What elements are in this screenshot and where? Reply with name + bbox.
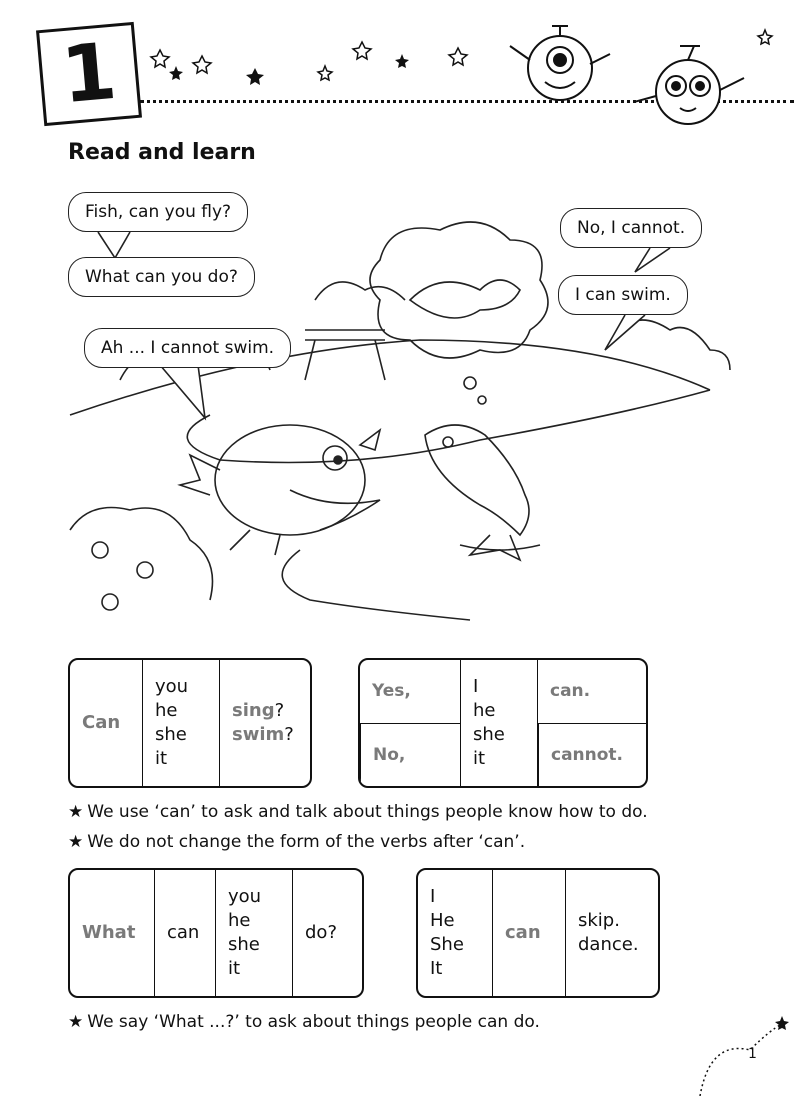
table-col (360, 660, 460, 786)
cell-text: do? (305, 922, 337, 943)
table-cell (460, 660, 537, 786)
cell-text: can (167, 922, 200, 943)
table-cell (492, 870, 565, 996)
cell-text: I (430, 886, 436, 907)
cell-text: Yes, (372, 681, 411, 702)
table-cell (292, 870, 362, 996)
table-cell (219, 660, 310, 786)
flying-fish-drawing (410, 280, 520, 318)
grammar-rule-2 (68, 832, 525, 852)
grammar-table-can-question (68, 658, 312, 788)
bird-drawing (180, 425, 380, 555)
cell-text: you (155, 676, 189, 697)
cell-text (232, 723, 310, 747)
table-cell (154, 870, 215, 996)
speech-text: Ah ... I cannot swim. (101, 338, 275, 358)
cell-text: he (155, 700, 178, 721)
cell-text: can. (550, 681, 591, 702)
monster-1-icon (510, 26, 610, 100)
cell-text: he (228, 910, 251, 931)
cell-text: can (505, 922, 541, 943)
grammar-rule-3 (68, 1012, 540, 1032)
star-icon: ★ (68, 802, 84, 822)
thought-bubble-dot (478, 396, 486, 404)
bubble-tail (160, 365, 205, 418)
cell-text: it (473, 748, 486, 769)
grammar-table-what-question (68, 868, 364, 998)
cell-text: Can (82, 712, 121, 733)
cell-text: She (430, 934, 464, 955)
page-corner-decoration (690, 1010, 794, 1096)
table-cell (538, 660, 646, 723)
cell-text: No, (373, 744, 406, 765)
cell-text (232, 699, 310, 723)
rule-text: We say ‘What ...?’ to ask about things people can do. (87, 1012, 540, 1032)
star-icon: ★ (68, 832, 84, 852)
flower-icon (137, 562, 153, 578)
star-icon (246, 68, 264, 85)
cell-text: cannot. (551, 744, 624, 765)
cell-text: she (473, 724, 505, 745)
speech-text: I can swim. (575, 285, 671, 305)
cell-text: I (473, 676, 479, 697)
cell-text: What (82, 922, 136, 943)
speech-bubble-fish-1 (560, 208, 702, 248)
speech-text: What can you do? (85, 267, 238, 287)
page-number: 1 (748, 1046, 757, 1062)
bush-front (70, 508, 213, 601)
cell-text: he (473, 700, 496, 721)
star-icon (353, 42, 371, 59)
bush-back (315, 282, 405, 300)
cell-text: dance. (578, 934, 639, 955)
bubble-tail (635, 248, 670, 272)
cell-text: skip. (578, 910, 620, 931)
cell-text: It (430, 958, 443, 979)
table-cell (142, 660, 219, 786)
speech-bubble-bird-2 (68, 257, 255, 297)
unit-number: 1 (58, 26, 120, 122)
star-icon (169, 66, 183, 80)
bubble-tail (98, 232, 130, 258)
header-decoration (140, 20, 794, 130)
speech-bubble-bird-3 (84, 328, 291, 368)
star-icon (318, 66, 332, 80)
speech-text: No, I cannot. (577, 218, 686, 238)
section-title: Read and learn (68, 140, 256, 165)
flower-icon (102, 594, 118, 610)
cell-text: it (228, 958, 241, 979)
park-illustration (60, 190, 740, 630)
unit-number-box (36, 22, 142, 126)
table-cell (565, 870, 658, 996)
cell-text: she (228, 934, 260, 955)
star-icon (151, 50, 169, 67)
thought-cloud (370, 222, 548, 358)
cell-text: she (155, 724, 187, 745)
star-icon (449, 48, 467, 65)
cell-text: you (228, 886, 262, 907)
monster-2-icon (634, 46, 744, 124)
star-icon (395, 54, 409, 68)
speech-bubble-fish-2 (558, 275, 688, 315)
qmark-text: ? (274, 700, 285, 721)
thought-bubble-dot (464, 377, 476, 389)
star-icon (193, 56, 211, 73)
cell-text: He (430, 910, 455, 931)
speech-bubble-bird-1 (68, 192, 248, 232)
cell-text: it (155, 748, 168, 769)
table-cell (360, 723, 460, 787)
rule-text: We do not change the form of the verbs after ‘can’. (87, 832, 526, 852)
speech-text: Fish, can you fly? (85, 202, 232, 222)
flower-icon (92, 542, 108, 558)
grammar-table-short-answers (358, 658, 648, 788)
table-cell (538, 723, 646, 787)
star-icon (775, 1016, 789, 1030)
bubble-tail (605, 315, 645, 350)
qmark-text: ? (284, 724, 294, 745)
rule-text: We use ‘can’ to ask and talk about things people know how to do. (87, 802, 648, 822)
grammar-rule-1 (68, 802, 648, 822)
table-cell (70, 660, 142, 786)
verb-text: swim (232, 724, 285, 745)
jumping-fish-drawing (425, 425, 540, 560)
verb-text: sing (232, 700, 275, 721)
table-cell (215, 870, 292, 996)
grammar-table-can-answer (416, 868, 660, 998)
bush-right (620, 320, 730, 370)
star-icon: ★ (68, 1012, 84, 1032)
table-cell (418, 870, 492, 996)
table-cell (70, 870, 154, 996)
bench (305, 330, 385, 380)
table-cell (360, 660, 460, 723)
table-col (537, 660, 646, 786)
stream (282, 550, 470, 620)
star-icon (758, 30, 772, 44)
